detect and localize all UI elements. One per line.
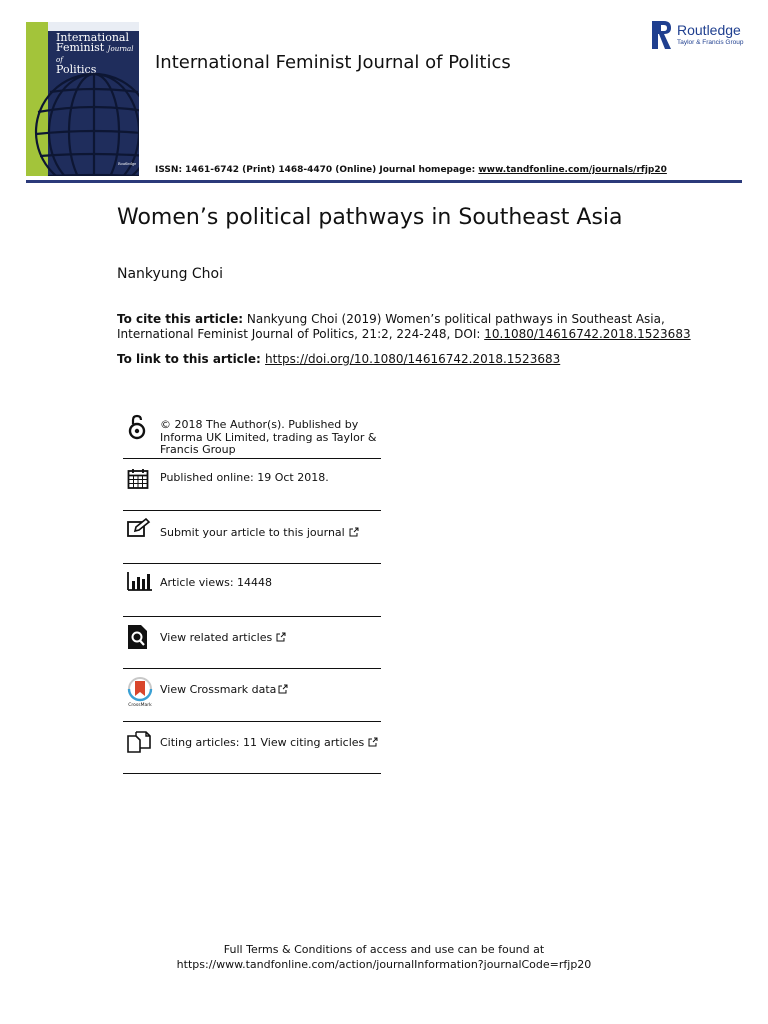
calendar-icon xyxy=(127,468,149,490)
article-link-line xyxy=(117,352,560,366)
cover-title-line2: Feminist xyxy=(56,41,105,54)
edit-icon xyxy=(127,518,151,538)
cover-publisher: Routledge xyxy=(118,162,137,166)
cite-text: Nankyung Choi (2019) Women’s political pathways in Southeast Asia, International Feminist Journal of Politics, 21:2, 224-248, DOI: xyxy=(117,312,665,341)
external-link-icon xyxy=(278,684,288,694)
cover-title-line3: Politics xyxy=(56,63,97,76)
header-rule xyxy=(26,180,742,183)
submit-row[interactable] xyxy=(123,510,381,564)
submit-label: Submit your article to this journal xyxy=(160,526,345,539)
cover-top-strip xyxy=(48,22,139,31)
routledge-logo xyxy=(652,21,752,53)
routledge-r-icon xyxy=(652,21,672,49)
citing-articles-icon xyxy=(127,731,151,753)
globe-graphic xyxy=(26,62,139,176)
cover-title-line1: International xyxy=(56,31,129,44)
journal-homepage-link[interactable]: www.tandfonline.com/journals/rfjp20 xyxy=(478,165,667,175)
citing-label: Citing articles: 11 View citing articles xyxy=(160,736,365,749)
submit-text[interactable] xyxy=(160,527,359,540)
open-access-icon xyxy=(127,414,147,440)
logo-subtitle: Taylor & Francis Group xyxy=(677,39,744,46)
link-label: To link to this article: xyxy=(117,352,266,366)
citation-block xyxy=(117,312,737,342)
related-row[interactable] xyxy=(123,616,381,669)
article-views: Article views: 14448 xyxy=(160,576,273,589)
related-articles-icon xyxy=(127,624,149,650)
cite-doi-link[interactable]: 10.1080/14616742.2018.1523683 xyxy=(484,327,691,341)
citing-row[interactable] xyxy=(123,721,381,774)
issn-text: ISSN: 1461-6742 (Print) 1468-4470 (Online) Journal homepage: xyxy=(155,165,479,175)
footer-terms-text: Full Terms & Conditions of access and use can be found at xyxy=(223,943,545,956)
open-access-text: © 2018 The Author(s). Published by Informa UK Limited, trading as Taylor & Francis Group xyxy=(160,418,377,456)
crossmark-text[interactable] xyxy=(160,684,288,697)
article-doi-link[interactable]: https://doi.org/10.1080/14616742.2018.1523683 xyxy=(265,352,561,366)
issn-line xyxy=(155,165,667,175)
external-link-icon xyxy=(276,632,286,642)
open-access-row xyxy=(123,412,381,459)
bar-chart-icon xyxy=(127,571,153,591)
journal-cover-image xyxy=(26,22,139,176)
logo-brand: Routledge xyxy=(677,22,741,38)
citing-text[interactable] xyxy=(160,737,378,750)
related-label: View related articles xyxy=(160,631,273,644)
footer-terms-url[interactable]: https://www.tandfonline.com/action/journalInformation?journalCode=rfjp20 xyxy=(176,958,592,971)
published-row xyxy=(123,458,381,511)
crossmark-label: View Crossmark data xyxy=(160,683,277,696)
crossmark-row[interactable] xyxy=(123,668,381,722)
journal-title: International Feminist Journal of Politics xyxy=(155,52,511,73)
views-row xyxy=(123,563,381,617)
cite-label: To cite this article: xyxy=(117,312,244,326)
article-author: Nankyung Choi xyxy=(117,266,224,282)
crossmark-icon-label: CrossMark xyxy=(128,703,152,707)
article-title: Women’s political pathways in Southeast Asia xyxy=(117,205,623,230)
footer xyxy=(0,942,768,972)
crossmark-icon xyxy=(127,677,155,707)
published-date: Published online: 19 Oct 2018. xyxy=(160,471,329,484)
external-link-icon xyxy=(368,737,378,747)
related-text[interactable] xyxy=(160,632,286,645)
cover-title-small: Journal of xyxy=(56,45,134,64)
external-link-icon xyxy=(349,527,359,537)
